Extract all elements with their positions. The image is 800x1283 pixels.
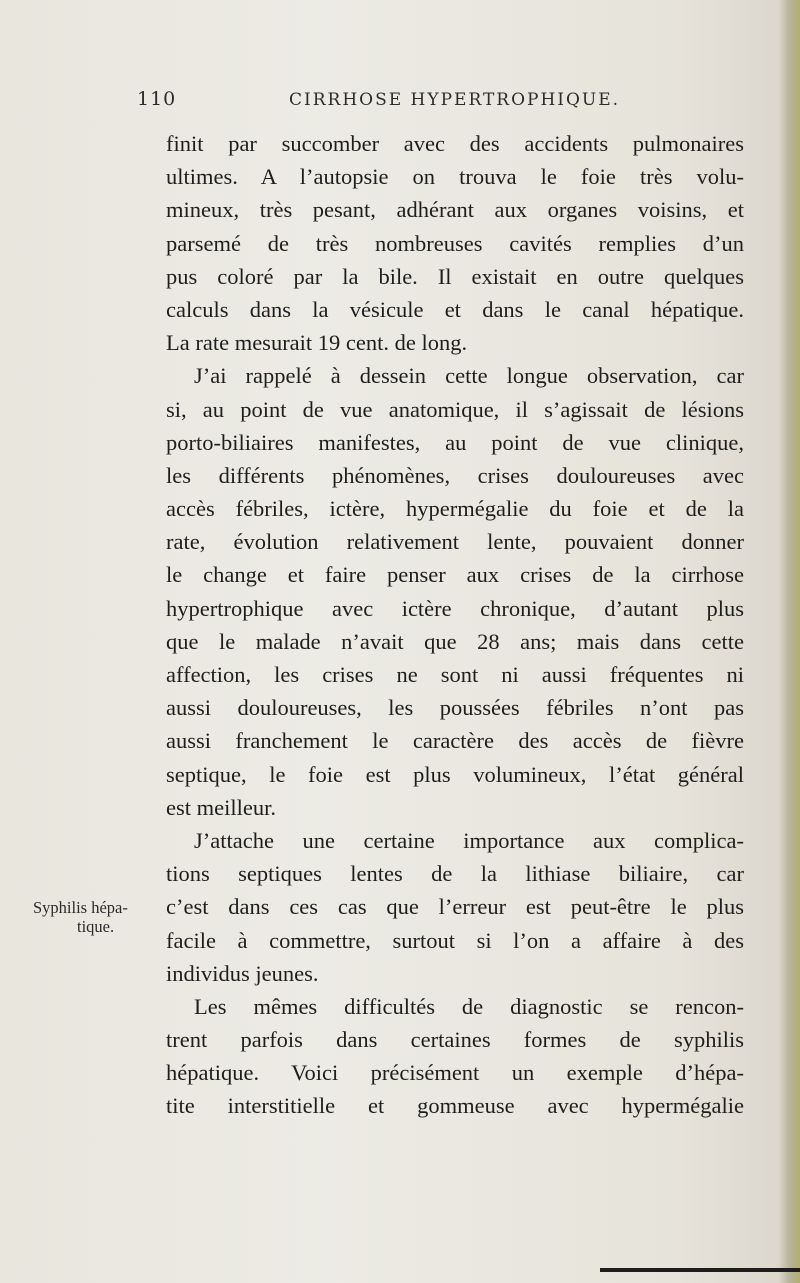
text-line: pus coloré par la bile. Il existait en outre quelques bbox=[166, 263, 744, 289]
text-line: trent parfois dans certaines formes de syphilis bbox=[166, 1027, 744, 1053]
text-line: si, au point de vue anatomique, il s’agissait de lésions bbox=[166, 396, 744, 422]
text-line: tions septiques lentes de la lithiase biliaire, car bbox=[166, 861, 744, 887]
text-line: les différents phénomènes, crises douloureuses avec bbox=[166, 462, 744, 488]
text-line: aussi franchement le caractère des accès de fièvre bbox=[166, 728, 744, 754]
page-number: 110 bbox=[137, 88, 177, 110]
text-line: calculs dans la vésicule et dans le canal hépatique. bbox=[166, 296, 744, 322]
text-line: La rate mesurait 19 cent. de long. bbox=[166, 330, 468, 356]
text-line: finit par succomber avec des accidents pulmonaires bbox=[166, 131, 744, 156]
text-line: individus jeunes. bbox=[166, 960, 319, 986]
text-line: aussi douloureuses, les poussées fébriles n’ont pas bbox=[166, 695, 744, 721]
text-line: affection, les crises ne sont ni aussi fréquentes ni bbox=[166, 662, 744, 687]
text-line: facile à commettre, surtout si l’on a affaire à des bbox=[166, 927, 744, 953]
margin-note-line: Syphilis hépa- bbox=[33, 898, 128, 917]
text-line: J’ai rappelé à dessein cette longue observation, car bbox=[194, 363, 744, 389]
bottom-rule bbox=[600, 1268, 800, 1272]
text-line: rate, évolution relativement lente, pouvaient donner bbox=[166, 529, 744, 555]
page-edge-shadow bbox=[778, 0, 800, 1283]
text-line: J’attache une certaine importance aux complica- bbox=[194, 827, 744, 853]
text-line: tite interstitielle et gommeuse avec hypermégalie bbox=[166, 1093, 744, 1119]
text-line: hypertrophique avec ictère chronique, d’autant plus bbox=[166, 595, 744, 621]
text-line: que le malade n’avait que 28 ans; mais dans cette bbox=[166, 628, 744, 654]
text-line: porto-biliaires manifestes, au point de vue clinique, bbox=[166, 429, 744, 455]
text-line: accès fébriles, ictère, hypermégalie du foie et de la bbox=[166, 496, 744, 522]
margin-note bbox=[33, 898, 143, 936]
text-line: parsemé de très nombreuses cavités remplies d’un bbox=[166, 230, 744, 256]
text-line: septique, le foie est plus volumineux, l’état général bbox=[166, 761, 744, 787]
text-line: le change et faire penser aux crises de la cirrhose bbox=[166, 562, 744, 588]
body-text bbox=[166, 127, 744, 1123]
text-line: ultimes. A l’autopsie on trouva le foie très volu- bbox=[166, 164, 744, 190]
running-head bbox=[0, 88, 800, 118]
margin-note-line: tique. bbox=[77, 917, 115, 936]
text-line: mineux, très pesant, adhérant aux organes voisins, et bbox=[166, 197, 744, 223]
text-line: hépatique. Voici précisément un exemple d’hépa- bbox=[166, 1060, 744, 1086]
text-line: est meilleur. bbox=[166, 794, 276, 820]
running-title: CIRRHOSE HYPERTROPHIQUE. bbox=[289, 90, 621, 110]
text-line: c’est dans ces cas que l’erreur est peut-être le plus bbox=[166, 894, 744, 920]
text-line: Les mêmes difficultés de diagnostic se rencon- bbox=[194, 993, 744, 1019]
